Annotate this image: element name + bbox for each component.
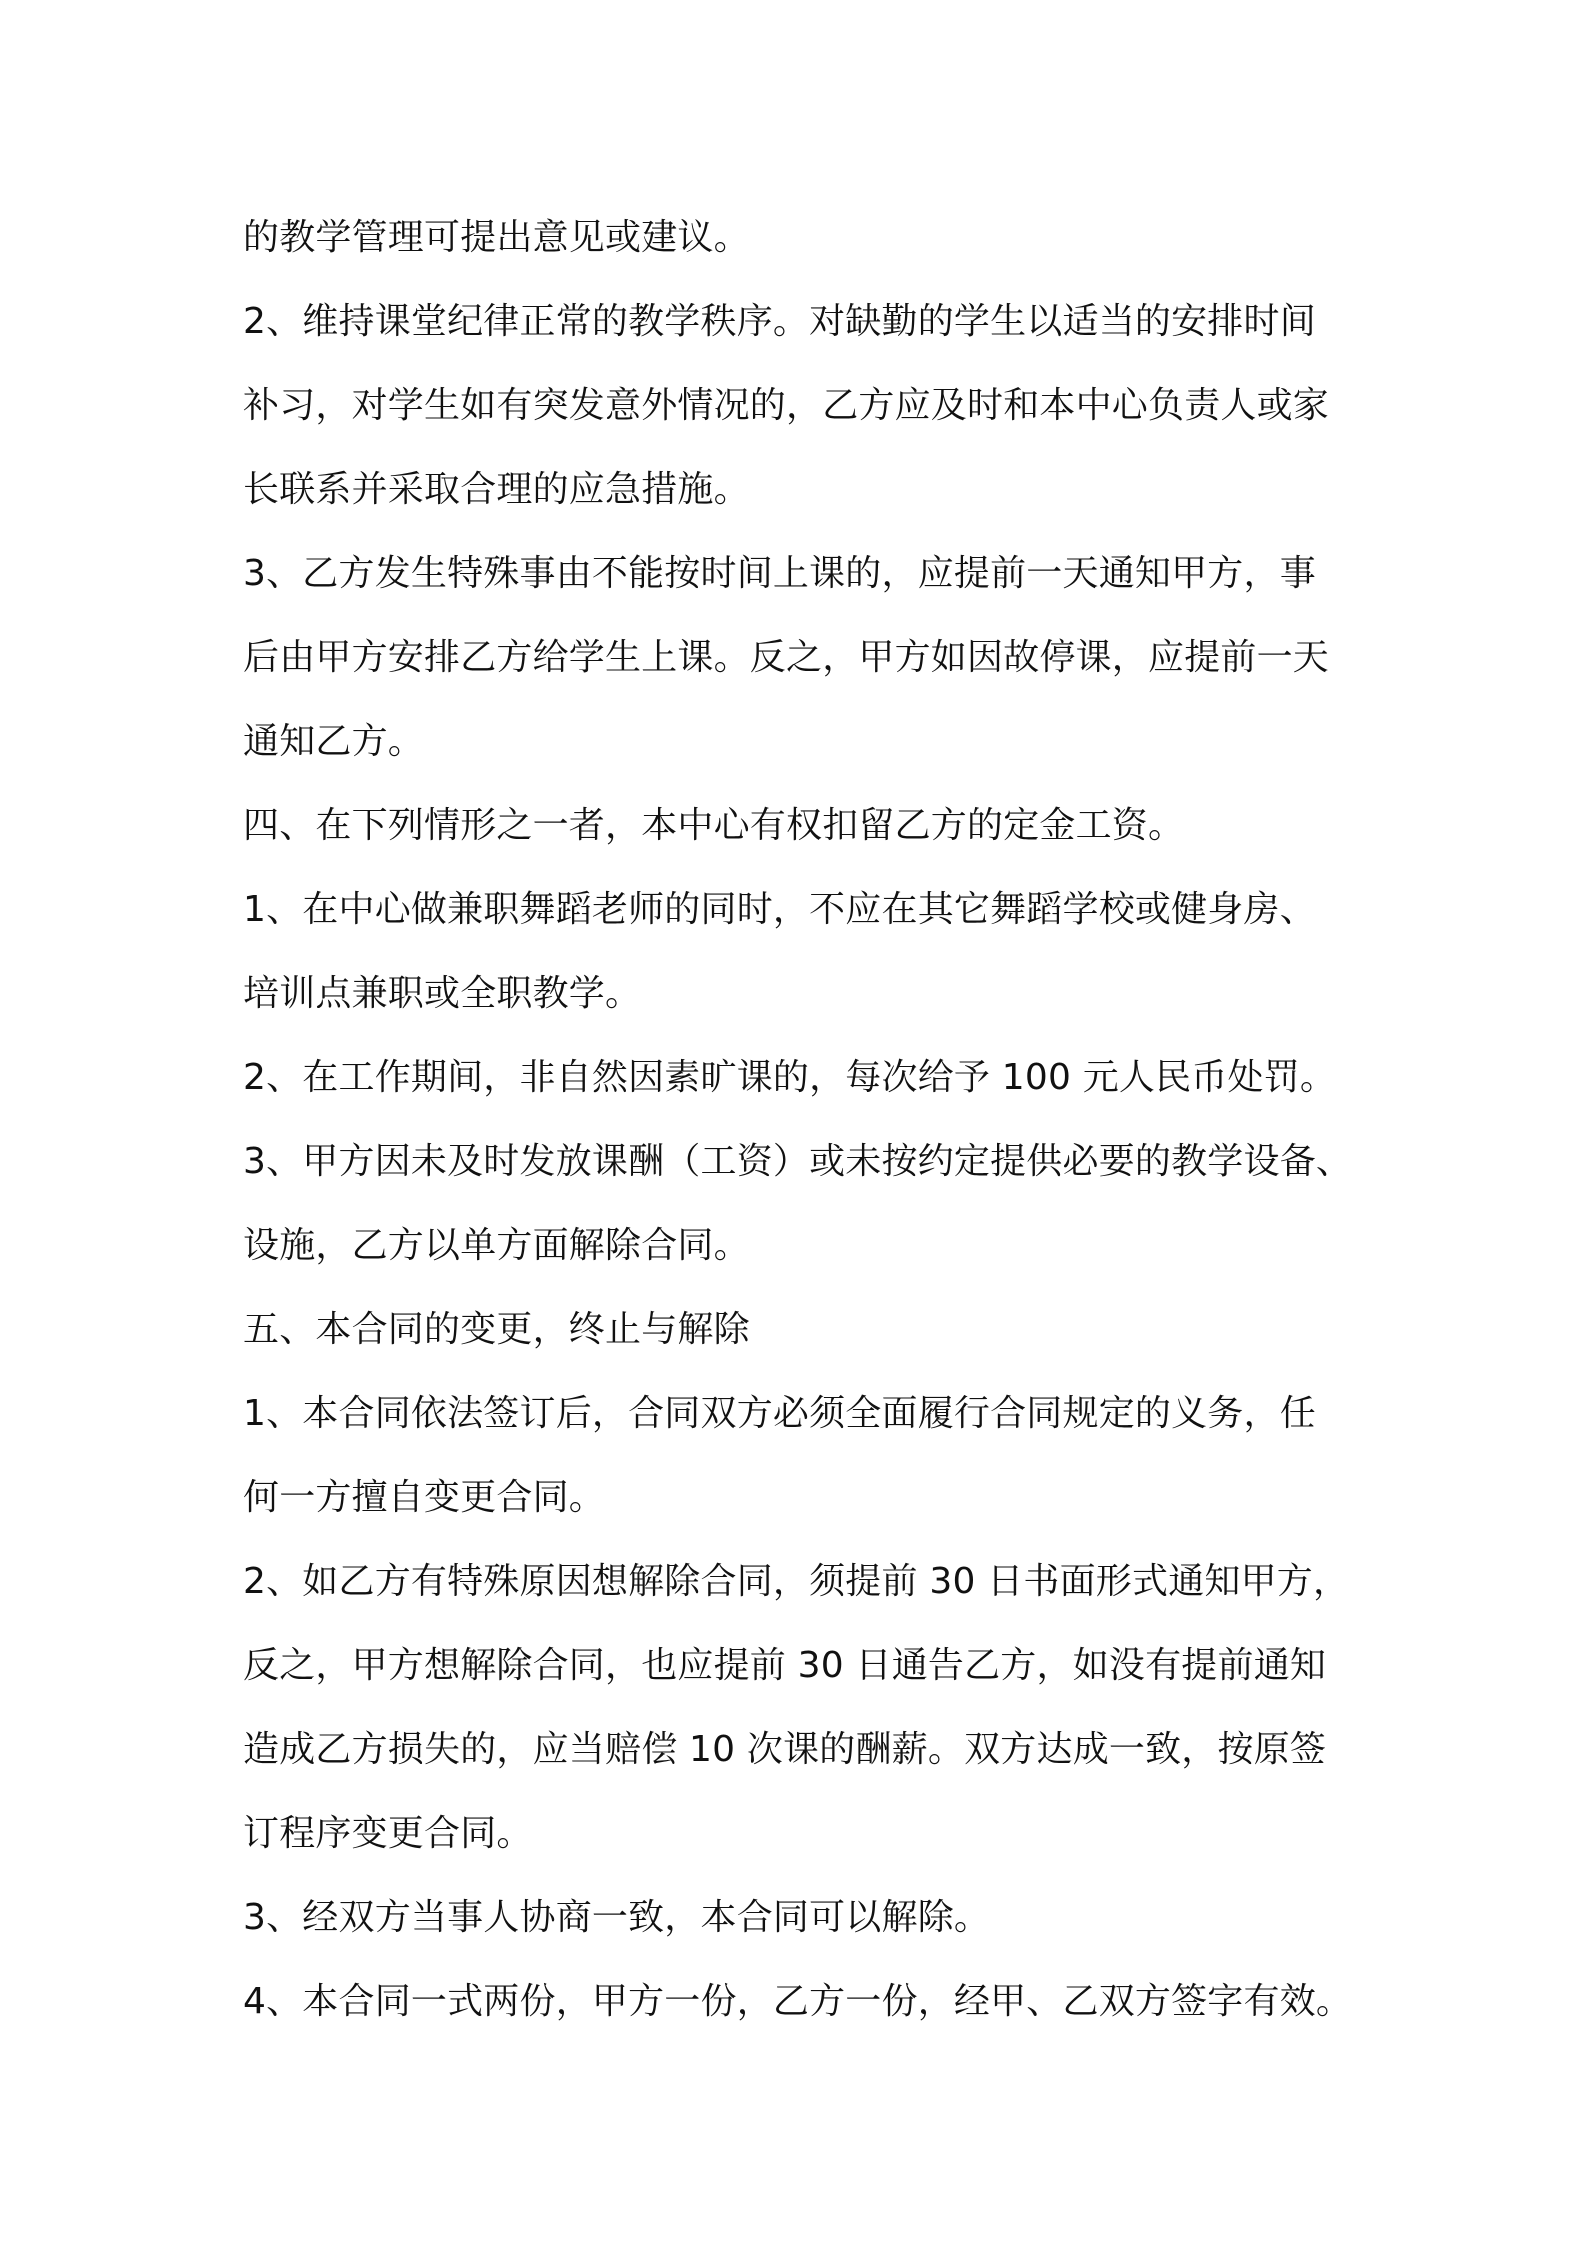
section-heading: 四、在下列情形之一者，本中心有权扣留乙方的定金工资。 <box>243 805 1185 846</box>
text-line: 2、维持课堂纪律正常的教学秩序。对缺勤的学生以适当的安排时间 <box>243 301 1316 342</box>
text-line: 3、乙方发生特殊事由不能按时间上课的，应提前一天通知甲方，事 <box>243 553 1316 594</box>
text-line: 培训点兼职或全职教学。 <box>243 973 642 1014</box>
section-heading: 五、本合同的变更，终止与解除 <box>243 1309 750 1350</box>
text-line: 1、在中心做兼职舞蹈老师的同时，不应在其它舞蹈学校或健身房、 <box>243 889 1316 930</box>
text-line: 通知乙方。 <box>243 721 425 762</box>
text-line: 造成乙方损失的，应当赔偿 10 次课的酬薪。双方达成一致，按原签 <box>243 1729 1327 1770</box>
text-line: 后由甲方安排乙方给学生上课。反之，甲方如因故停课，应提前一天 <box>243 637 1330 678</box>
document-body <box>243 196 1363 2044</box>
text-line: 补习，对学生如有突发意外情况的，乙方应及时和本中心负责人或家 <box>243 385 1330 426</box>
text-line: 设施，乙方以单方面解除合同。 <box>243 1225 750 1266</box>
text-line: 3、甲方因未及时发放课酬（工资）或未按约定提供必要的教学设备、 <box>243 1141 1353 1182</box>
text-line: 2、如乙方有特殊原因想解除合同，须提前 30 日书面形式通知甲方， <box>243 1561 1350 1602</box>
text-line: 2、在工作期间，非自然因素旷课的，每次给予 100 元人民币处罚。 <box>243 1057 1337 1098</box>
text-line: 订程序变更合同。 <box>243 1813 533 1854</box>
text-line: 的教学管理可提出意见或建议。 <box>243 217 750 258</box>
text-line: 3、经双方当事人协商一致，本合同可以解除。 <box>243 1897 991 1938</box>
text-line: 1、本合同依法签订后，合同双方必须全面履行合同规定的义务，任 <box>243 1393 1316 1434</box>
text-line: 长联系并采取合理的应急措施。 <box>243 469 750 510</box>
text-line: 4、本合同一式两份，甲方一份，乙方一份，经甲、乙双方签字有效。 <box>243 1981 1353 2022</box>
text-line: 何一方擅自变更合同。 <box>243 1477 606 1518</box>
text-line: 反之，甲方想解除合同，也应提前 30 日通告乙方，如没有提前通知 <box>243 1645 1327 1686</box>
